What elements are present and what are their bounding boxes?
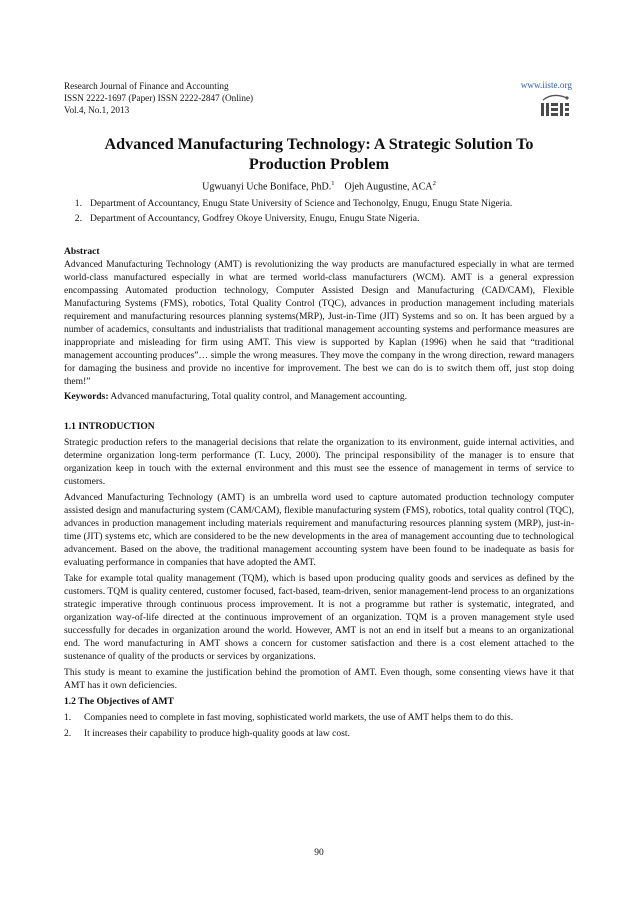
intro-paragraph: Strategic production refers to the managerial decisions that relate the organization to its environment, guide internal activities, and determine organization long-term performance (T. Lucy, 2000). The principal responsibility of the manager is to ensure that organization keep in touch with the external environment and this must see the essence of management in terms of service to customers. xyxy=(64,437,574,488)
keywords-text: Advanced manufacturing, Total quality control, and Management accounting. xyxy=(110,391,408,403)
paper-title: Advanced Manufacturing Technology: A Strategic Solution To Production Problem xyxy=(104,135,534,173)
objective-number: 2. xyxy=(64,728,72,740)
section-heading-objectives: 1.2 The Objectives of AMT xyxy=(64,695,174,707)
author-superscript: 1 xyxy=(331,180,335,187)
objective-item xyxy=(64,728,574,741)
paper-body xyxy=(64,246,574,741)
affiliation-number: 2. xyxy=(74,213,82,224)
keywords-label: Keywords: xyxy=(64,391,109,403)
intro-paragraph: Take for example total quality management (TQM), which is based upon producing quality goods and services as defined by the customers. TQM is quality centered, customer focused, fact-based, team-driven, senior management-lend process to an organizations strategic imperative through continuous process improvement. It is not a programme but rather is systematic, integrated, and organization way-of-life directed at the continuous improvement of an organization. TQM is a proven management style used successfully for decades in organization around the world. However, AMT is not an end in itself but a means to an organizational end. The word manufacturing in AMT shows a concern for customer satisfaction and there is a cost element attached to the sustenance of quality of the products or services by organizations. xyxy=(64,572,574,662)
objective-number: 1. xyxy=(64,711,72,723)
affiliation-text: Department of Accountancy, Godfrey Okoye University, Enugu, Enugu State Nigeria. xyxy=(90,213,420,224)
affiliation-item xyxy=(64,213,574,226)
author-name: Ugwuanyi Uche Boniface, PhD. xyxy=(202,181,332,193)
journal-url-link[interactable]: www.iiste.org xyxy=(520,80,572,90)
objective-text: Companies need to complete in fast moving, sophisticated world markets, the use of AMT helps them to do this. xyxy=(84,711,514,723)
page-number: 90 xyxy=(314,848,324,858)
author-superscript: 2 xyxy=(432,180,436,187)
journal-volume: Vol.4, No.1, 2013 xyxy=(64,105,130,115)
iiste-logo-icon xyxy=(540,93,570,119)
author-name: Ojeh Augustine, ACA xyxy=(344,181,433,193)
journal-issn: ISSN 2222-1697 (Paper) ISSN 2222-2847 (Online) xyxy=(64,93,254,103)
journal-name: Research Journal of Finance and Accounting xyxy=(64,81,229,91)
affiliation-number: 1. xyxy=(74,198,82,209)
intro-paragraph: Advanced Manufacturing Technology (AMT) is an umbrella word used to capture automated production technology computer assisted design and manufacturing system (CAM/CAM), flexible manufacturing system (FMS), robotics, total quality control (TQC), advances in production management including materials requirement and manufacturing resources planning system (MRP), just-in-time (JIT) systems etc, which are considered to be the new developments in the area of management accounting due to technological advancement. Based on the above, the traditional management accounting system have been found to be inadequate as basis for evaluating performance in companies that have adopted the AMT. xyxy=(64,492,574,568)
abstract-text: Advanced Manufacturing Technology (AMT) is revolutionizing the way products are manufactured especially in what are termed world-class manufactured especially in what are termed world-class manufacturers (WCM). AMT is a general expression encompassing Automated production technology, Computer Assisted Design and Manufacturing (CAD/CAM), Flexible Manufacturing Systems (FMS), robotics, Total Quality Control (TQC), advances in production management including materials requirement and manufacturing resources planning systems(MRP), Just-in-Time (JIT) Systems and so on. It has been argued by a number of academics, consultants and industrialists that traditional management accounting systems and performance measures are inappropriate and misleading for firm using AMT. This view is supported by Kaplan (1996) when he said that “traditional management accounting produces”… simple the wrong measures. They move the company in the wrong direction, reward managers for damaging the business and provide no incentive for improvement. The best we can do is to switch them off, just stop doing them!” xyxy=(64,258,574,387)
intro-paragraph: This study is meant to examine the justification behind the promotion of AMT. Even though, some consenting views have it that AMT has it own deficiencies. xyxy=(64,666,574,691)
objective-text: It increases their capability to produce high-quality goods at law cost. xyxy=(84,728,350,740)
affiliation-item xyxy=(64,198,574,211)
abstract-heading: Abstract xyxy=(64,246,100,257)
affiliation-list xyxy=(64,198,574,228)
section-heading-introduction: 1.1 INTRODUCTION xyxy=(64,421,155,433)
author-line xyxy=(64,180,574,192)
objective-item xyxy=(64,712,574,725)
journal-header xyxy=(64,80,253,116)
affiliation-text: Department of Accountancy, Enugu State University of Science and Techonolgy, Enugu, Enugu State Nigeria. xyxy=(90,198,513,209)
keywords-line xyxy=(64,391,574,404)
